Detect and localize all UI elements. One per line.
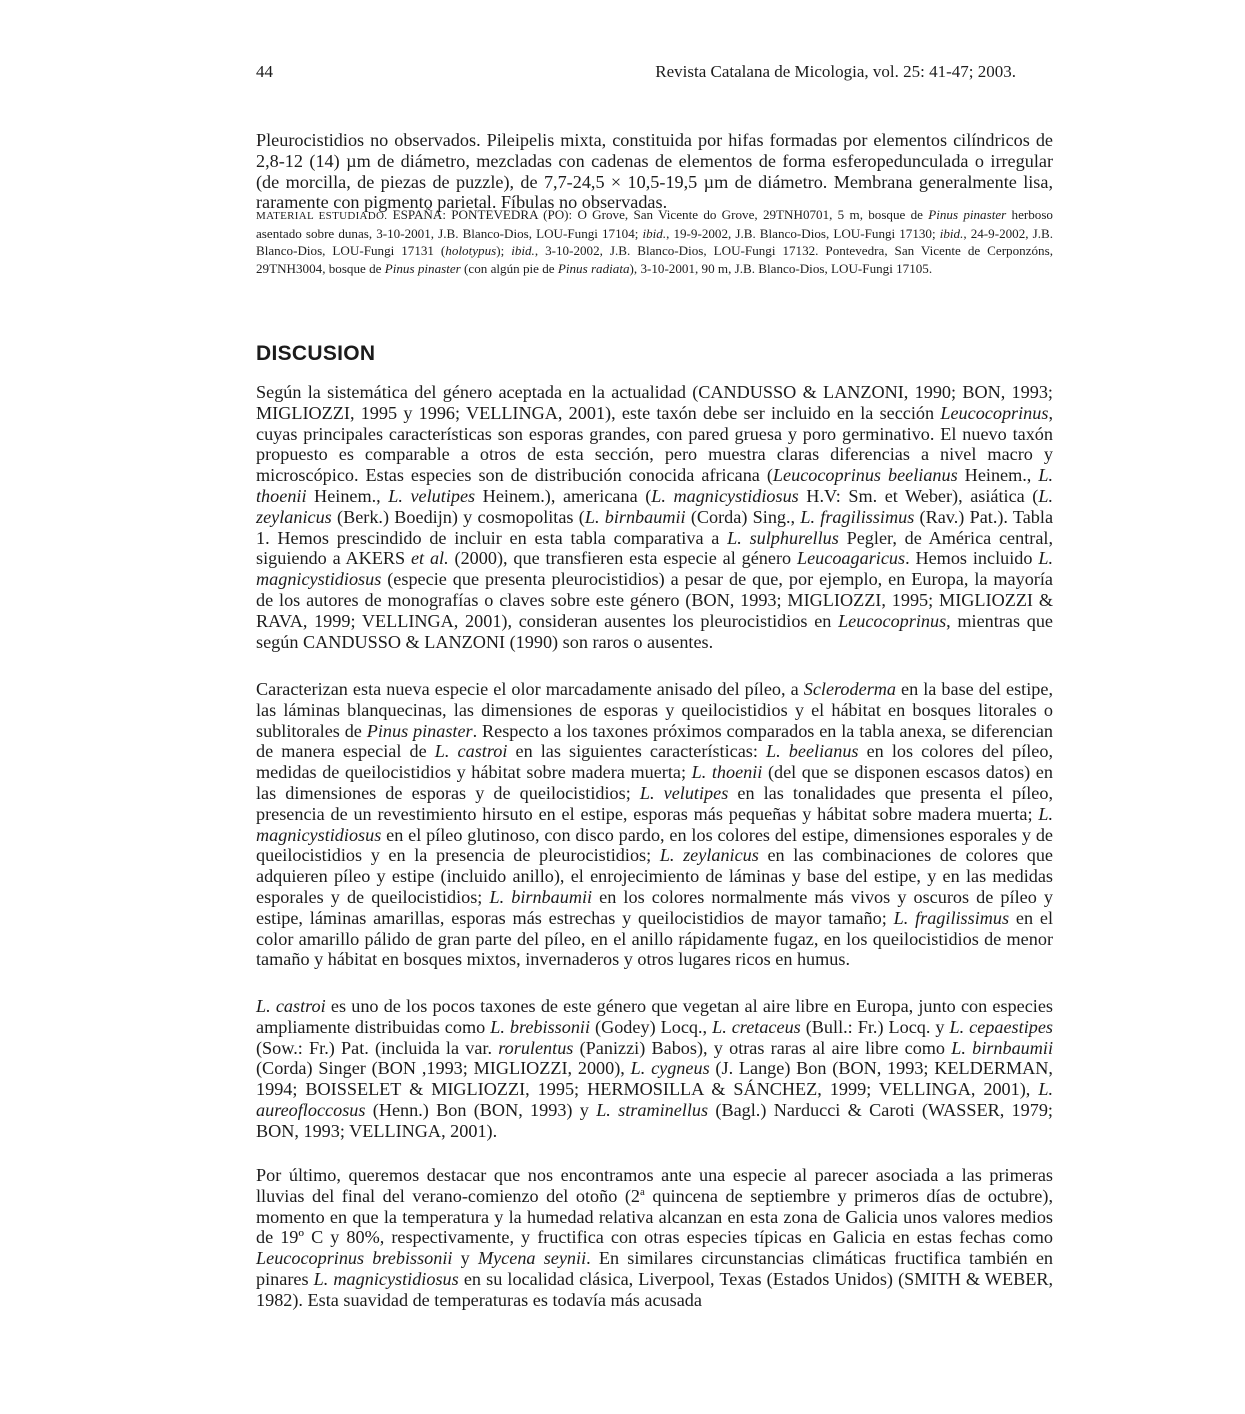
text: en el color amarillo pálido de gran parte del píleo, en el anillo rápidamente fugaz, en los queilocistidios de menor tamaño y hábitat en bosques mixtos, invernaderos y otros lugares ricos en humus. xyxy=(256,907,1053,970)
taxon-name: L. velutipes xyxy=(388,485,476,506)
taxon-name: L. straminellus xyxy=(596,1099,709,1120)
taxon-name: Leucocoprinus xyxy=(940,402,1049,423)
ibid-mark: ibid. xyxy=(511,243,535,259)
page-header xyxy=(256,62,1016,88)
taxon-name: L. castroi xyxy=(434,741,508,762)
taxon-name: L. fragilissimus xyxy=(800,506,915,527)
text: en las tonalidades que presenta el píleo, presencia de un revestimiento hirsuto en el estipe, esporas más pequeñas y hábitat sobre madera muerta; xyxy=(256,782,1053,824)
text: Heinem.), americana ( xyxy=(475,485,652,506)
taxon-name: Leucocoprinus beelianus xyxy=(772,465,958,486)
text: en la base del estipe, las láminas blanquecinas, las dimensiones de esporas y queilocistidios y el hábitat en bosques litorales o sublitorales de xyxy=(256,679,1053,741)
text: (Rav.) Pat.). Tabla 1. Hemos prescindido de incluir en esta tabla comparativa a xyxy=(256,506,1054,548)
taxon-name: rorulentus xyxy=(498,1037,574,1058)
taxon-name: Leucocoprinus xyxy=(838,610,947,631)
taxon-name: L. thoenii xyxy=(256,465,1053,506)
taxon-name: L. zeylanicus xyxy=(659,845,759,866)
text: en su localidad clásica, Liverpool, Texas (Estados Unidos) (SMITH & WEBER, 1982). Esta suavidad de temperaturas es todavía más acusada xyxy=(256,1268,1053,1310)
taxon-name: L. velutipes xyxy=(639,782,729,803)
text: Por último, queremos destacar que nos encontramos ante una especie al parecer asociada a las primeras lluvias del final del verano-comienzo del otoño (2 xyxy=(256,1165,1053,1206)
taxon-name: L. brebissonii xyxy=(490,1016,591,1037)
material-text: (con algún pie de xyxy=(460,260,558,276)
taxon-name: L. magnicystidiosus xyxy=(256,548,1053,590)
taxon-name: Pinus pinaster xyxy=(928,207,1007,222)
taxon-name: L. fragilissimus xyxy=(893,907,1010,928)
taxon-name: L. magnicystidiosus xyxy=(651,485,799,506)
taxon-name: L. zeylanicus xyxy=(256,485,1054,527)
taxon-name: Scleroderma xyxy=(803,679,896,699)
material-text: , 19-9-2002, J.B. Blanco-Dios, LOU-Fungi 17130; xyxy=(666,226,940,242)
text: (Bull.: Fr.) Locq. y xyxy=(800,1016,950,1037)
text: es uno de los pocos taxones de este género que vegetan al aire libre en Europa, junto con especies ampliamente distribuidas como xyxy=(256,996,1053,1037)
text: (Bagl.) Narducci & Caroti (WASSER, 1979; BON, 1993; VELLINGA, 2001). xyxy=(256,1099,1053,1141)
text: (del que se disponen escasos datos) en las dimensiones de esporas y de queilocistidios; xyxy=(256,762,1053,803)
discussion-paragraph-2 xyxy=(256,679,1053,970)
taxon-name: L. cygneus xyxy=(630,1058,710,1079)
text: (Corda) Sing., xyxy=(685,506,801,527)
discussion-paragraph-1 xyxy=(256,382,1053,652)
text: en los colores normalmente más vivos y oscuros de píleo y estipe, láminas amarillas, esporas más estrechas y queilocistidios de mayor tamaño; xyxy=(256,886,1053,928)
text: , mientras que según CANDUSSO & LANZONI (1990) son raros o ausentes. xyxy=(256,610,1053,652)
material-text: , 24-9-2002, J.B. Blanco-Dios, LOU-Fungi 17131 ( xyxy=(256,226,1053,259)
taxon-name: L. cretaceus xyxy=(712,1016,801,1037)
taxon-name: Leucocoprinus brebissonii xyxy=(256,1248,453,1269)
taxon-name: L. birnbaumii xyxy=(584,506,686,527)
discussion-paragraph-4 xyxy=(256,1165,1053,1311)
taxon-name: L. sulphurellus xyxy=(727,527,839,548)
material-text: ); xyxy=(496,243,512,259)
text: en los colores del píleo, medidas de queilocistidios y hábitat sobre madera muerta; xyxy=(256,741,1054,783)
taxon-name: L. birnbaumii xyxy=(951,1037,1053,1058)
text: (Sow.: Fr.) Pat. (incluida la var. xyxy=(256,1037,499,1058)
text: y xyxy=(452,1248,478,1269)
taxon-name: L. birnbaumii xyxy=(489,886,593,907)
text: (Corda) Singer (BON ,1993; MIGLIOZZI, 2000), xyxy=(256,1058,631,1079)
taxon-name: L. magnicystidiosus xyxy=(256,803,1053,845)
text: (2000), que transfieren esta especie al género xyxy=(448,548,797,569)
taxon-name: Mycena seynii xyxy=(477,1248,587,1269)
section-heading: DISCUSION xyxy=(256,342,376,365)
material-text: ), 3-10-2001, 90 m, J.B. Blanco-Dios, LOU-Fungi 17105. xyxy=(629,260,933,276)
text: , cuyas principales características son esporas grandes, con pared gruesa y poro germinativo. El nuevo taxón propuesto es comparable a otros de esta sección, pero muestra claras diferencias a nivel macro y microscópico. Estas especies son de distribución conocida africana ( xyxy=(256,402,1053,486)
taxon-name: L. beelianus xyxy=(766,741,859,762)
material-text: ESPAÑA: PONTEVEDRA (PO): O Grove, San Vicente do Grove, 29TNH0701, 5 m, bosque de xyxy=(387,207,929,222)
ibid-mark: ibid. xyxy=(642,226,667,242)
ibid-mark: ibid. xyxy=(939,226,964,242)
material-text: , 3-10-2002, J.B. Blanco-Dios, LOU-Fungi 17132. Pontevedra, San Vicente de Cerponzóns, 29TNH3004, bosque de xyxy=(256,243,1053,276)
taxon-name: L. castroi xyxy=(256,996,326,1016)
material-label: MATERIAL ESTUDIADO. xyxy=(256,210,388,222)
text: (especie que presenta pleurocistidios) a pesar de que, por ejemplo, en Europa, la mayoría de los autores de monografías o claves sobre este género (BON, 1993; MIGLIOZZI, 1995; MIGLIOZZI & RAVA, 1999; VELLINGA, 2001), consideran ausentes los pleurocistidios en xyxy=(256,569,1053,631)
text: . En similares circunstancias climáticas fructifica también en pinares xyxy=(256,1248,1053,1289)
text: H.V: Sm. et Weber), asiática ( xyxy=(798,485,1039,506)
page-number: 44 xyxy=(256,62,273,81)
text: Heinem., xyxy=(957,465,1039,486)
text: (J. Lange) Bon (BON, 1993; KELDERMAN, 1994; BOISSELET & MIGLIOZZI, 1995; HERMOSILLA & SÁNCHEZ, 1999; VELLINGA, 2001), xyxy=(256,1058,1053,1100)
taxon-name: Pinus pinaster xyxy=(366,720,473,741)
text: en las siguientes características: xyxy=(507,741,767,762)
text: (Henn.) Bon (BON, 1993) y xyxy=(365,1099,597,1120)
text: Heinem., xyxy=(306,485,389,506)
text: (Godey) Locq., xyxy=(590,1016,713,1037)
taxon-name: Pinus pinaster xyxy=(384,260,461,276)
text: en el píleo glutinoso, con disco pardo, en los colores del estipe, dimensiones esporales y de queilocistidios y en la presencia de pleurocistidios; xyxy=(256,824,1053,866)
material-studied xyxy=(256,206,1053,277)
taxon-name: L. magnicystidiosus xyxy=(313,1268,459,1289)
text: Caracterizan esta nueva especie el olor marcadamente anisado del píleo, a xyxy=(256,679,804,699)
text: Según la sistemática del género aceptada en la actualidad (CANDUSSO & LANZONI, 1990; BON, 1993; MIGLIOZZI, 1995 y 1996; VELLINGA, 2001), este taxón debe ser incluido en la sección xyxy=(256,382,1053,423)
taxon-name: L. aureofloccosus xyxy=(256,1079,1053,1120)
text: (Berk.) Boedijn) y cosmopolitas ( xyxy=(331,506,585,527)
taxon-name: L. cepaestipes xyxy=(949,1016,1053,1037)
text: . Respecto a los taxones próximos comparados en la tabla anexa, se diferencian de manera especial de xyxy=(256,720,1053,762)
taxon-name: Leucoagaricus xyxy=(796,548,906,569)
text: (Panizzi) Babos), y otras raras al aire libre como xyxy=(573,1037,952,1058)
text: en las combinaciones de colores que adquieren píleo y estipe (incluido anillo), el enrojecimiento de láminas y base del estipe, y en las medidas esporales y de queilocistidios; xyxy=(256,845,1053,907)
material-text: herboso asentado sobre dunas, 3-10-2001, J.B. Blanco-Dios, LOU-Fungi 17104; xyxy=(256,207,1053,242)
superscript: a xyxy=(639,1185,645,1198)
text: quincena de septiembre y primeros días de octubre), momento en que la temperatura y la humedad relativa alcanzan en esta zona de Galicia unos valores medios de 19º C y 80%, respectivamente, y fructifica con otras especies típicas en Galicia en estas fechas como xyxy=(256,1185,1053,1248)
description-paragraph: Pleurocistidios no observados. Pileipelis mixta, constituida por hifas formadas por elementos cilíndricos de 2,8-12 (14) µm de diámetro, mezcladas con cadenas de elementos de forma esferopedunculada o irregular (de morcilla, de piezas de puzzle), de 7,7-24,5 × 10,5-19,5 µm de diámetro. Membrana generalmente lisa, raramente con pigmento parietal. Fíbulas no observadas. xyxy=(256,130,1053,213)
text: Pegler, de América central, siguiendo a AKERS xyxy=(256,527,1054,569)
discussion-paragraph-3 xyxy=(256,996,1053,1142)
journal-citation: Revista Catalana de Micologia, vol. 25: 41-47; 2003. xyxy=(655,62,1016,81)
text: . Hemos incluido xyxy=(905,548,1039,569)
holotypus-mark: holotypus xyxy=(445,243,497,259)
taxon-name: L. thoenii xyxy=(691,762,763,783)
taxon-name: Pinus radiata xyxy=(557,260,630,276)
et-al: et al. xyxy=(410,548,449,569)
